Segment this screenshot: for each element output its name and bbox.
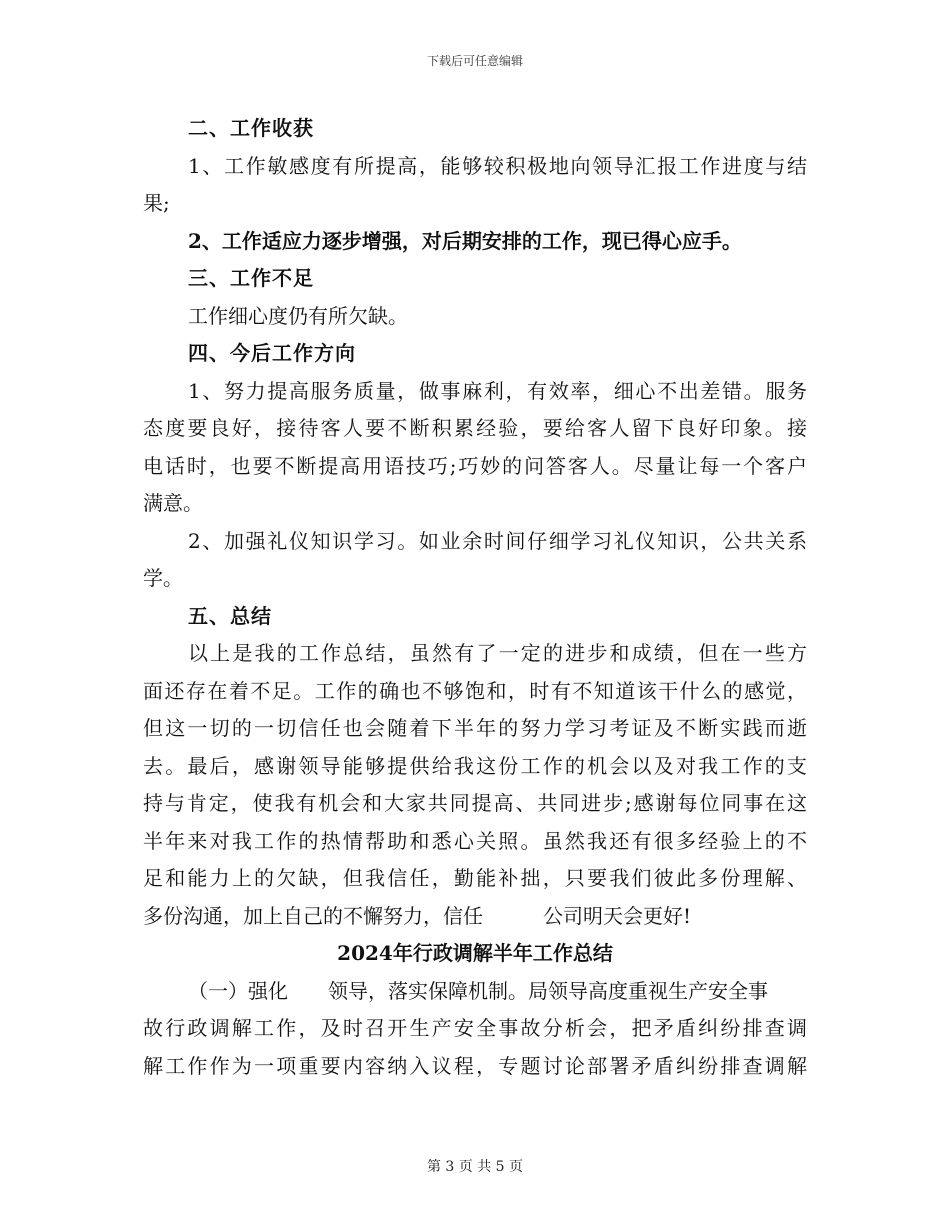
fill-in-blank [288,973,328,1011]
section-heading: 五、总结 [188,603,272,628]
paragraph-line: 去。最后，感谢领导能够提供给我这份工作的机会以及对我工作的支 [143,753,807,778]
paragraph-line: 工作细心度仍有所欠缺。 [188,303,408,328]
paragraph-line [143,898,807,936]
page-header: 下载后可任意编辑 [426,54,523,68]
paragraph-line: 1、工作敏感度有所提高，能够较积极地向领导汇报工作进度与结 [188,153,807,178]
paragraph-line: 足和能力上的欠缺，但我信任，勤能补拙，只要我们彼此多份理解、 [143,866,807,890]
paragraph-line: 持与肯定，使我有机会和大家共同提高、共同进步;感谢每位同事在这 [143,791,807,815]
paragraph-line: 满意。 [143,491,203,515]
paragraph-line: 半年来对我工作的热情帮助和悉心关照。虽然我还有很多经验上的不 [143,828,807,853]
paragraph-line: 电话时，也要不断提高用语技巧;巧妙的问答客人。尽量让每一个客户 [143,453,807,478]
paragraph-line [143,973,807,1011]
paragraph-line: 故行政调解工作，及时召开生产安全事故分析会，把矛盾纠纷排查调 [143,1016,807,1040]
fill-in-blank [483,898,543,936]
text-segment: 公司明天会更好! [543,903,692,928]
text-segment: 多份沟通，加上自己的不懈努力，信任 [143,903,483,928]
page-footer: 第 3 页 共 5 页 [426,1159,524,1175]
section-heading: 三、工作不足 [188,266,314,290]
text-segment: 领导，落实保障机制。局领导高度重视生产安全事 [328,978,768,1003]
paragraph-line: 2、工作适应力逐步增强，对后期安排的工作，现已得心应手。 [188,228,742,253]
paragraph-line: 果; [143,191,170,215]
document-body [143,110,807,1085]
paragraph-line: 态度要良好，接待客人要不断积累经验，要给客人留下良好印象。接 [143,416,807,440]
paragraph-line: 解工作作为一项重要内容纳入议程，专题讨论部署矛盾纠纷排查调解 [143,1053,807,1078]
paragraph-line: 但这一切的一切信任也会随着下半年的努力学习考证及不断实践而逝 [143,716,807,740]
paragraph-line: 学。 [143,566,183,590]
paragraph-line: 面还存在着不足。工作的确也不够饱和，时有不知道该干什么的感觉， [143,678,807,703]
paragraph-line: 2、加强礼仪知识学习。如业余时间仔细学习礼仪知识，公共关系 [188,528,807,553]
paragraph-line: 以上是我的工作总结，虽然有了一定的进步和成绩，但在一些方 [188,641,807,665]
section-heading: 二、工作收获 [188,116,314,140]
document-title: 2024年行政调解半年工作总结 [337,941,613,965]
section-heading: 四、今后工作方向 [188,341,356,365]
paragraph-line: 1、努力提高服务质量，做事麻利，有效率，细心不出差错。服务 [188,378,807,403]
text-segment: （一）强化 [188,978,288,1003]
